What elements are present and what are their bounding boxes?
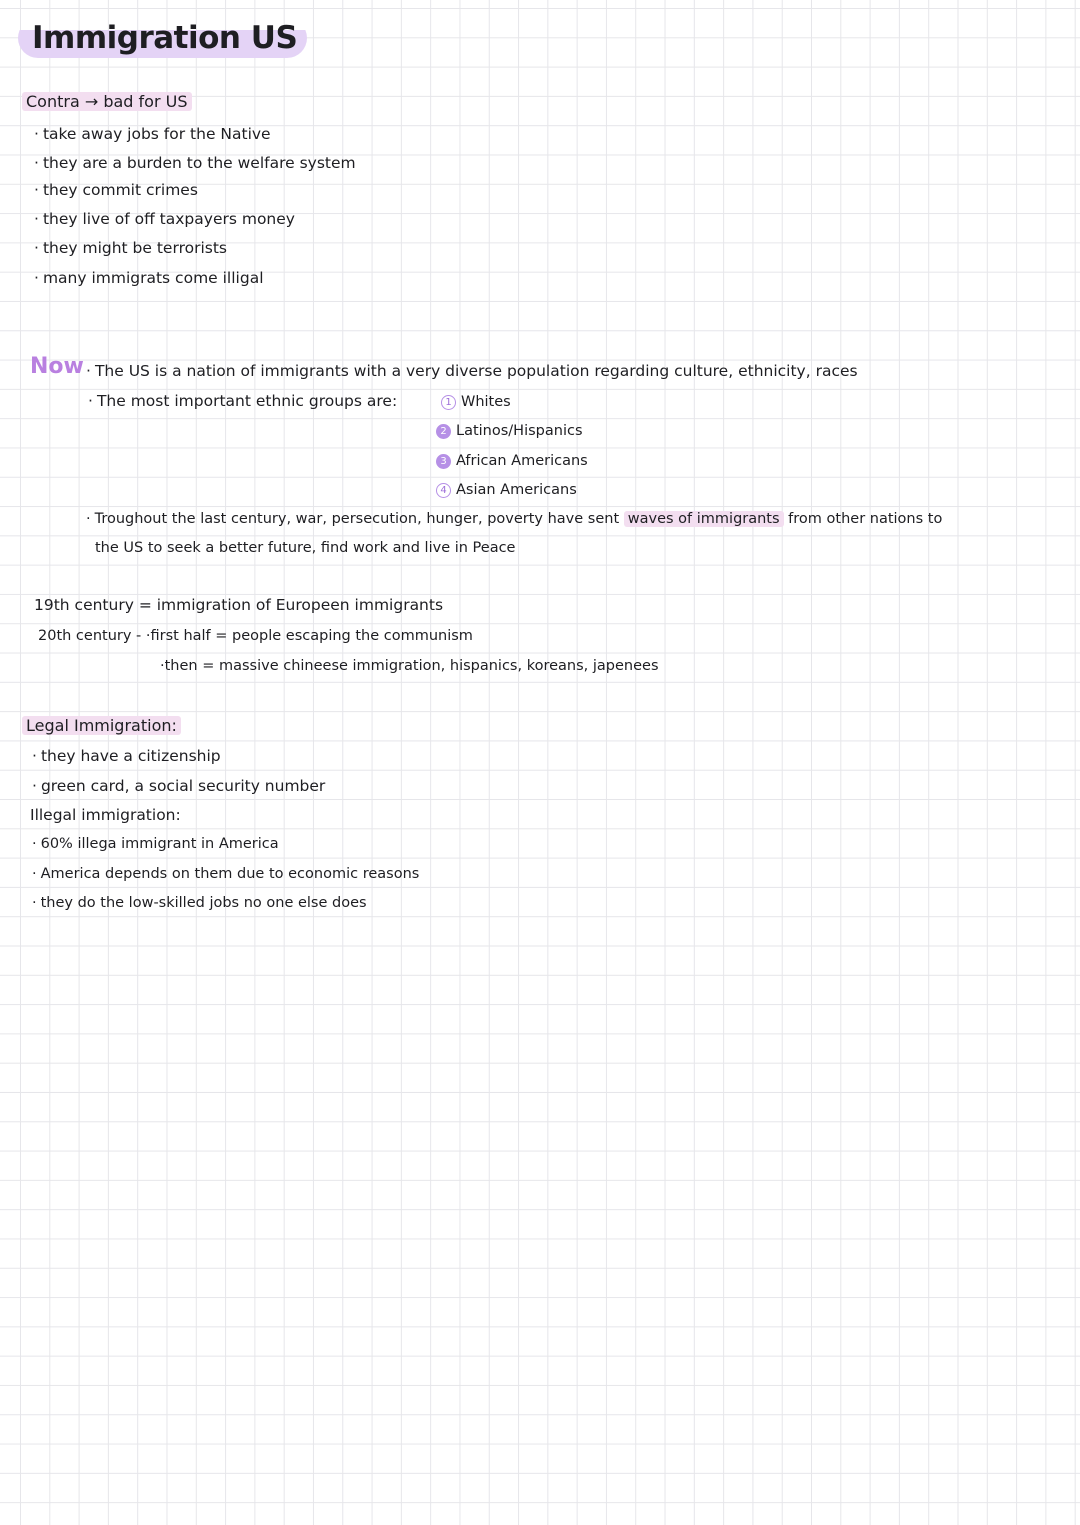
contra-item-5: · they might be terrorists (34, 239, 227, 257)
ethnic-group-1: 1 Whites (441, 394, 511, 410)
waves-highlight: waves of immigrants (624, 511, 784, 527)
century-19: 19th century = immigration of Europeen immigrants (34, 596, 444, 614)
legal-item-1: · they have a citizenship (32, 747, 221, 765)
ethnic-group-4: 4 Asian Americans (436, 482, 577, 498)
century-20-then: ·then = massive chineese immigration, hispanics, koreans, japenees (160, 658, 659, 674)
contra-item-3: · they commit crimes (34, 181, 198, 199)
ethnic-group-3: 3 African Americans (436, 453, 588, 469)
illegal-heading: Illegal immigration: (30, 806, 181, 824)
illegal-item-3: · they do the low-skilled jobs no one else does (32, 895, 367, 911)
waves-line-2: the US to seek a better future, find work and live in Peace (95, 540, 516, 556)
contra-item-4: · they live of off taxpayers money (34, 210, 295, 228)
contra-heading: Contra → bad for US (22, 92, 192, 111)
page-title: Immigration US (18, 18, 307, 58)
now-line-1: · The US is a nation of immigrants with a very diverse population regarding culture, ethnicity, races (86, 362, 858, 380)
legal-heading: Legal Immigration: (22, 716, 181, 735)
contra-item-2: · they are a burden to the welfare system (34, 154, 356, 172)
now-line-2: · The most important ethnic groups are: (88, 392, 398, 410)
illegal-item-2: · America depends on them due to economic reasons (32, 866, 420, 882)
contra-item-1: · take away jobs for the Native (34, 125, 271, 143)
waves-line-1: · Troughout the last century, war, persecution, hunger, poverty have sent waves of immigrants from other nations to (86, 511, 943, 527)
contra-item-6: · many immigrats come illigal (34, 269, 264, 287)
now-label: Now (30, 354, 84, 379)
century-20: 20th century - ·first half = people escaping the communism (38, 628, 473, 644)
ethnic-group-2: 2 Latinos/Hispanics (436, 423, 583, 439)
legal-item-2: · green card, a social security number (32, 777, 326, 795)
illegal-item-1: · 60% illega immigrant in America (32, 836, 279, 852)
